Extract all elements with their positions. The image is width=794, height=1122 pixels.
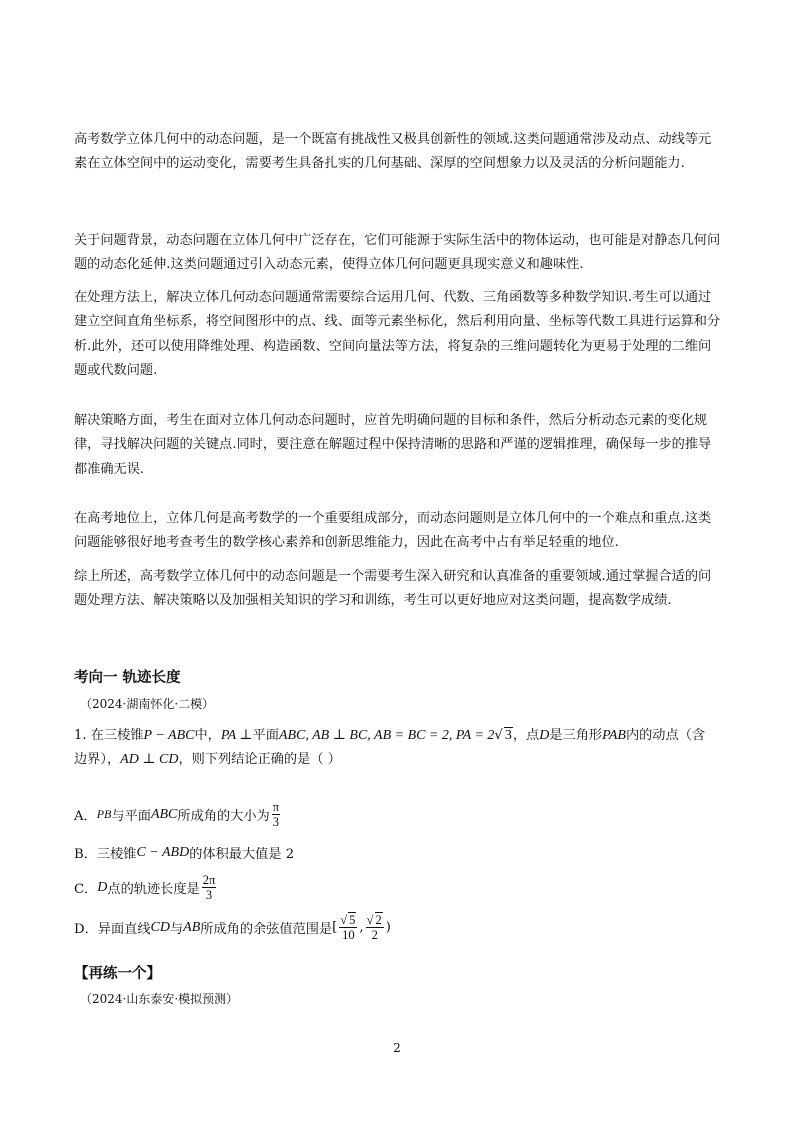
sqrt-symbol: √ [340, 913, 348, 927]
q-text-2: 平面 [252, 728, 279, 743]
option-a-label: A． [74, 809, 97, 824]
intro-paragraph-2: 关于问题背景，动态问题在立体几何中广泛存在，它们可能源于实际生活中的物体运动，也可能是对静态几何问题的动态化延伸.这类问题通过引入动态元素，使得立体几何问题更具现实意义和趣味性. [74, 233, 721, 273]
option-a-math-2: ABC [150, 806, 178, 822]
option-b [74, 843, 294, 862]
intro-paragraph-6: 综上所述，高考数学立体几何中的动态问题是一个需要考生深入研究和认真准备的重要领域.通过掌握合适的问题处理方法、解决策略以及加强相关知识的学习和训练，考生可以更好地应对这类问题，提高数学成绩. [74, 569, 712, 609]
practice-source: （2024·山东泰安·模拟预测） [80, 992, 239, 1006]
q-expr-pyramid: P − ABC [143, 728, 195, 743]
q-line2-b: ，则下列结论正确的是（ ） [178, 752, 341, 767]
section-title-trajectory-length: 考向一 轨迹长度 [74, 670, 181, 686]
q-text-3: ，点 [512, 728, 540, 743]
q-text-4: 是三角形 [549, 728, 603, 743]
option-d [74, 913, 391, 942]
sqrt-symbol: √ [366, 913, 374, 927]
option-a-text-1: 与平面 [111, 809, 151, 824]
sqrt-symbol: √ [494, 728, 503, 743]
q-expr-triangle: PAB [602, 728, 626, 743]
option-c-math-1: D [97, 879, 108, 895]
q-expr-ad-perp-cd: AD ⊥ CD [120, 752, 179, 767]
option-d-label: D．异面直线 [74, 922, 151, 937]
option-d-math-1: CD [150, 919, 170, 935]
option-c-text-1: 点的轨迹长度是 [107, 882, 200, 897]
q-expr-point-d: D [539, 728, 550, 743]
option-b-math-1: C − ABD [136, 844, 190, 860]
intro-paragraph-1: 高考数学立体几何中的动态问题，是一个既富有挑战性又极具创新性的领域.这类问题通常涉及动点、动线等元素在立体空间中的运动变化，需要考生具备扎实的几何基础、深厚的空间想象力以及灵活的分析问题能力. [74, 132, 712, 172]
option-a [74, 800, 282, 829]
option-c [74, 873, 218, 902]
option-d-math-2: AB [183, 919, 201, 935]
intro-paragraph-4: 解决策略方面，考生在面对立体几何动态问题时，应首先明确问题的目标和条件，然后分析动态元素的变化规律，寻找解决问题的关键点.同时，要注意在解题过程中保持清晰的思路和严谨的逻辑推理，确保每一步的推导都准确无误. [74, 413, 712, 477]
option-a-text-2: 所成角的大小为 [177, 809, 270, 824]
q-text-1: 中， [194, 728, 221, 743]
q-line2-a: 边界）， [74, 752, 121, 767]
option-d-fraction-2: $\frac{√ 2}{2}$ [366, 913, 382, 942]
q-expr-conditions: ABC, AB ⊥ BC, AB = BC = 2, PA = 2 [278, 728, 495, 743]
option-a-math-1: PB [96, 807, 112, 821]
option-a-fraction: $\frac{\pi}{3}$ [272, 800, 280, 829]
option-c-label: C． [74, 882, 98, 897]
q-sqrt-arg: 3 [504, 728, 512, 743]
option-c-fraction: $\frac{2\pi}{3}$ [202, 873, 216, 902]
option-d-open-bracket: [ [332, 920, 338, 935]
q-text-5: 内的动点（含 [625, 728, 706, 743]
option-d-close-bracket: ) [385, 920, 391, 935]
question-source: （2024·湖南怀化·二模） [80, 697, 215, 711]
question-1-stem [74, 724, 724, 772]
q-prefix: 1. 在三棱锥 [74, 728, 144, 743]
option-d-comma: , [359, 920, 364, 935]
option-d-text-2: 所成角的余弦值范围是 [200, 922, 333, 937]
option-d-fraction-1: $\frac{√ 5}{10}$ [340, 913, 356, 942]
intro-paragraph-5: 在高考地位上，立体几何是高考数学的一个重要组成部分，而动态问题则是立体几何中的一个难点和重点.这类问题能够很好地考查考生的数学核心素养和创新思维能力，因此在高考中占有举足轻重的地位. [74, 511, 712, 551]
section-title-practice: 【再练一个】 [74, 966, 161, 982]
page-number: 2 [393, 1041, 401, 1055]
option-b-text-1: 的体积最大值是 2 [189, 847, 295, 862]
intro-paragraph-3: 在处理方法上，解决立体几何动态问题通常需要综合运用几何、代数、三角函数等多种数学知识.考生可以通过建立空间直角坐标系，将空间图形中的点、线、面等元素坐标化，然后利用向量、坐标等代数工具进行运算和分析.此外，还可以使用降维处理、构造函数、空间向量法等方法，将复杂的三维问题转化为更易于处理的二维问题或代数问题. [74, 290, 721, 378]
option-b-label: B．三棱锥 [74, 847, 137, 862]
option-d-text-1: 与 [169, 922, 184, 937]
q-expr-pa-perp: PA ⊥ [220, 728, 253, 743]
